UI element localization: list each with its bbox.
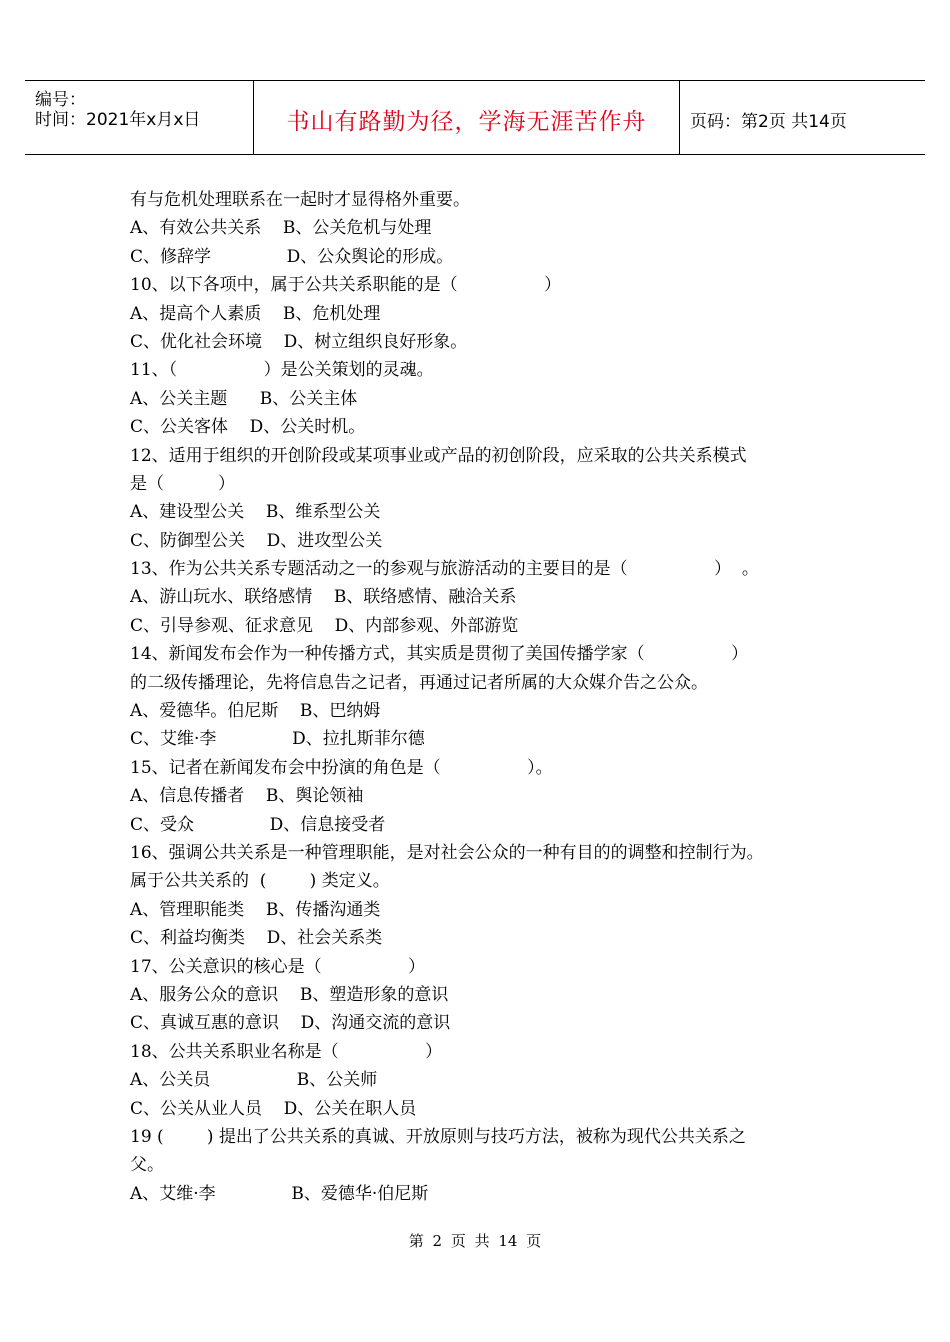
text-line: A、游山玩水、联络感情 B、联络感情、融洽关系 [130,587,517,608]
text-line: C、引导参观、征求意见 D、内部参观、外部游览 [130,615,519,636]
text-line: 12、适用于组织的开创阶段或某项事业或产品的初创阶段，应采取的公共关系模式 [130,445,747,466]
document-body [130,186,850,1208]
text-line: A、公关员 B、公关师 [130,1070,378,1091]
text-line: C、修辞学 D、公众舆论的形成。 [130,246,454,267]
text-line: 13、作为公共关系专题活动之一的参观与旅游活动的主要目的是（ ） 。 [130,559,759,580]
text-line: 属于公共关系的 ( ) 类定义。 [130,871,390,892]
text-line: A、艾维·李 B、爱德华·伯尼斯 [130,1183,429,1204]
text-line: C、真诚互惠的意识 D、沟通交流的意识 [130,1013,451,1034]
text-line: A、提高个人素质 B、危机处理 [130,303,381,324]
document-time-label: 时间：2021年x月x日 [35,110,201,130]
document-number-label: 编号： [35,90,86,110]
text-line: 16、强调公共关系是一种管理职能，是对社会公众的一种有目的的调整和控制行为。 [130,842,764,863]
page-footer: 第 2 页 共 14 页 [408,1232,542,1250]
text-line: 19 ( ) 提出了公共关系的真诚、开放原则与技巧方法，被称为现代公共关系之 [130,1126,746,1147]
header-page-number: 页码：第2页 共14页 [690,112,847,132]
text-line: 的二级传播理论，先将信息告之记者，再通过记者所属的大众媒介告之公众。 [130,672,708,693]
text-line: A、有效公共关系 B、公关危机与处理 [130,218,432,239]
page-header [25,80,925,155]
text-line: 17、公关意识的核心是（ ） [130,956,426,977]
text-line: 15、记者在新闻发布会中扮演的角色是（ ）。 [130,757,553,778]
text-line: C、公关客体 D、公关时机。 [130,417,366,438]
text-line: 是（ ） [130,473,236,494]
text-line: 11、（ ）是公关策划的灵魂。 [130,360,434,381]
text-line: 10、以下各项中，属于公共关系职能的是（ ） [130,275,562,296]
text-line: C、优化社会环境 D、树立组织良好形象。 [130,331,468,352]
text-line: C、艾维·李 D、拉扎斯菲尔德 [130,729,425,750]
text-line: C、公关从业人员 D、公关在职人员 [130,1098,417,1119]
text-line: 有与危机处理联系在一起时才显得格外重要。 [130,190,470,210]
text-line: A、信息传播者 B、舆论领袖 [130,786,364,807]
header-motto: 书山有路勤为径，学海无涯苦作舟 [286,109,647,135]
text-line: C、受众 D、信息接受者 [130,814,386,835]
text-line: C、防御型公关 D、进攻型公关 [130,530,383,551]
header-motto-cell [254,81,680,154]
header-page-cell [680,81,925,154]
header-meta-cell [25,81,254,154]
text-line: A、爱德华。伯尼斯 B、巴纳姆 [130,701,381,722]
text-line: 14、新闻发布会作为一种传播方式，其实质是贯彻了美国传播学家（ ） [130,644,749,665]
text-line: 父。 [130,1155,164,1176]
text-line: A、公关主题 B、公关主体 [130,388,358,409]
text-line: C、利益均衡类 D、社会关系类 [130,928,383,949]
text-line: 18、公共关系职业名称是（ ） [130,1041,443,1062]
text-line: A、服务公众的意识 B、塑造形象的意识 [130,984,449,1005]
text-line: A、管理职能类 B、传播沟通类 [130,899,381,920]
text-line: A、建设型公关 B、维系型公关 [130,502,381,523]
